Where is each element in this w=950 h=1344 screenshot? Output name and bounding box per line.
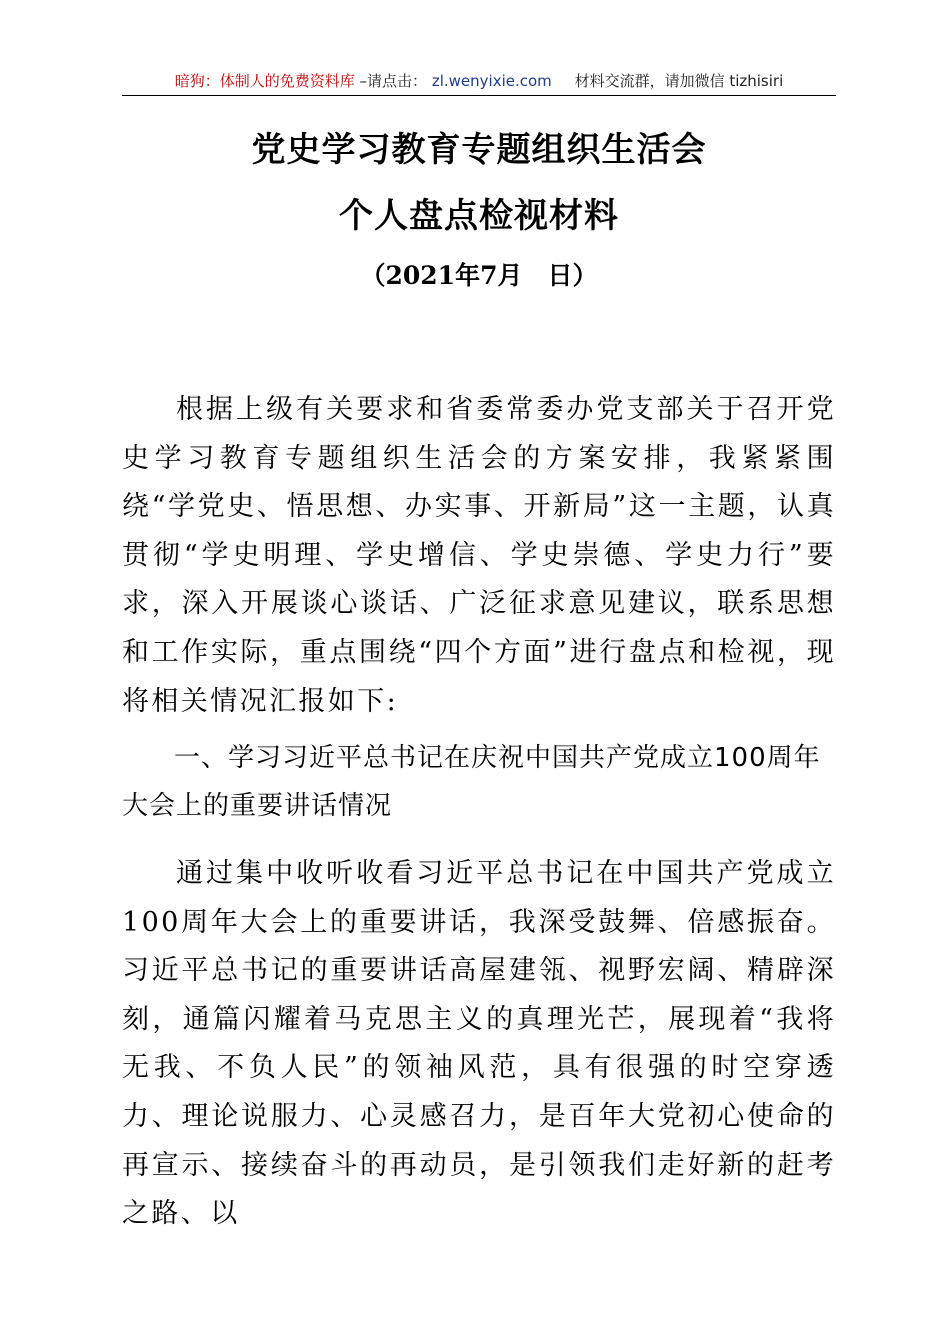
- section-1-heading: 一、学习习近平总书记在庆祝中国共产党成立100周年大会上的重要讲话情况: [122, 743, 821, 821]
- intro-paragraph: 根据上级有关要求和省委常委办党支部关于召开党史学习教育专题组织生活会的方案安排，我紧紧围绕“学党史、悟思想、办实事、开新局”这一主题，认真贯彻“学史明理、学史增信、学史崇德、学史力行”要求，深入开展谈心谈话、广泛征求意见建议，联系思想和工作实际，重点围绕“四个方面”进行盘点和检视，现将相关情况汇报如下:: [122, 394, 836, 717]
- header-url-link[interactable]: zl.wenyixie.com: [431, 72, 552, 90]
- header-divider: [122, 95, 836, 96]
- document-title: 党史学习教育专题组织生活会: [251, 130, 707, 170]
- document-date: （2021年7月 日）: [360, 261, 598, 290]
- header-prompt: –请点击：: [359, 72, 428, 90]
- document-subtitle: 个人盘点检视材料: [339, 196, 619, 236]
- header-group-note: 材料交流群，请加微信 tizhisiri: [574, 72, 784, 90]
- header-banner: [122, 68, 836, 94]
- section-1-paragraph: 通过集中收听收看习近平总书记在中国共产党成立100周年大会上的重要讲话，我深受鼓舞、倍感振奋。习近平总书记的重要讲话高屋建瓴、视野宏阔、精辟深刻，通篇闪耀着马克思主义的真理光芒，展现着“我将无我、不负人民”的领袖风范，具有很强的时空穿透力、理论说服力、心灵感召力，是百年大党初心使命的再宣示、接续奋斗的再动员，是引领我们走好新的赶考之路、以: [122, 858, 836, 1230]
- header-brand: 暗狗：体制人的免费资料库: [174, 72, 355, 90]
